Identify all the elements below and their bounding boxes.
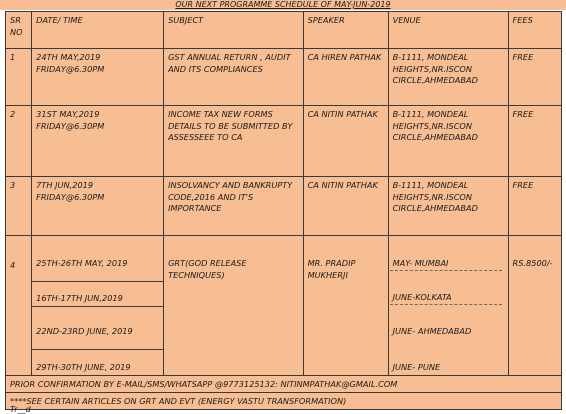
- venue-entry: JUNE- PUNE: [392, 362, 441, 372]
- table-row: [6, 106, 562, 177]
- header-date: DATE/ TIME: [32, 12, 164, 49]
- row-fees: FREE: [508, 177, 561, 236]
- date-divider: [32, 349, 164, 350]
- row-fees: FREE: [508, 49, 561, 106]
- row-venue: B-1111, MONDEAL HEIGHTS,NR.ISCON CIRCLE,AHMEDABAD: [388, 49, 508, 106]
- schedule-table: [5, 11, 562, 410]
- header-sr: SR NO: [6, 12, 32, 49]
- date-entry: 22ND-23RD JUNE, 2019: [36, 326, 133, 336]
- venue-entry: JUNE- AHMEDABAD: [392, 326, 472, 336]
- articles-note: ****SEE CERTAIN ARTICLES ON GRT AND EVT (ENERGY VASTU TRANSFORMATION): [6, 393, 562, 410]
- date-entry: 25TH-26TH MAY, 2019: [36, 258, 128, 268]
- table-row: [6, 177, 562, 236]
- row-speaker: CA NITIN PATHAK: [303, 177, 388, 236]
- row-date: 24TH MAY,2019 FRIDAY@6.30PM: [32, 49, 164, 106]
- row-subject: INSOLVANCY AND BANKRUPTY CODE,2016 AND IT'S IMPORTANCE: [164, 177, 304, 236]
- confirmation-text: PRIOR CONFIRMATION BY E-MAIL/SMS/WHATSAPP @9773125132: NITINMPATHAK@GMAIL.COM: [6, 376, 562, 393]
- table-row: [6, 236, 562, 376]
- row-date: 7TH JUN,2019 FRIDAY@6.30PM: [32, 177, 164, 236]
- header-venue: VENUE: [388, 12, 508, 49]
- date-divider: [32, 306, 164, 307]
- header-speaker: SPEAKER: [303, 12, 388, 49]
- row-sr: 4: [6, 236, 32, 376]
- row-venue-list: [388, 236, 508, 376]
- header-fees: FEES: [508, 12, 561, 49]
- row-fees: RS.8500/-: [508, 236, 561, 376]
- venue-divider: [388, 304, 501, 305]
- row-speaker: MR. PRADIP MUKHERJI: [303, 236, 388, 376]
- venue-divider: [388, 270, 501, 271]
- row-venue: B-1111, MONDEAL HEIGHTS,NR.ISCON CIRCLE,AHMEDABAD: [388, 177, 508, 236]
- date-entry: 29TH-30TH JUNE, 2019: [36, 362, 131, 372]
- row-subject: GRT(GOD RELEASE TECHNIQUES): [164, 236, 304, 376]
- row-subject: INCOME TAX NEW FORMS DETAILS TO BE SUBMITTED BY ASSESSEEE TO CA: [164, 106, 304, 177]
- date-divider: [32, 281, 164, 282]
- row-sr: 1: [6, 49, 32, 106]
- schedule-title: OUR NEXT PROGRAMME SCHEDULE OF MAY-JUN-2019: [0, 0, 566, 10]
- venue-entry: JUNE-KOLKATA: [392, 292, 452, 302]
- date-entry: 16TH-17TH JUN,2019: [36, 293, 123, 303]
- row-date-list: [32, 236, 164, 376]
- header-subject: SUBJECT: [164, 12, 304, 49]
- row-subject: GST ANNUAL RETURN , AUDIT AND ITS COMPLIANCES: [164, 49, 304, 106]
- trailing-text: Tr__d: [10, 405, 31, 414]
- table-row: [6, 49, 562, 106]
- venue-entry: MAY- MUMBAI: [392, 258, 449, 268]
- header-row: [6, 12, 562, 49]
- row-date: 31ST MAY,2019 FRIDAY@6.30PM: [32, 106, 164, 177]
- row-sr: 3: [6, 177, 32, 236]
- note-row: [6, 393, 562, 410]
- row-sr: 2: [6, 106, 32, 177]
- row-speaker: CA HIREN PATHAK: [303, 49, 388, 106]
- row-speaker: CA NITIN PATHAK: [303, 106, 388, 177]
- row-venue: B-1111, MONDEAL HEIGHTS,NR.ISCON CIRCLE,AHMEDABAD: [388, 106, 508, 177]
- confirmation-row: [6, 376, 562, 393]
- row-fees: FREE: [508, 106, 561, 177]
